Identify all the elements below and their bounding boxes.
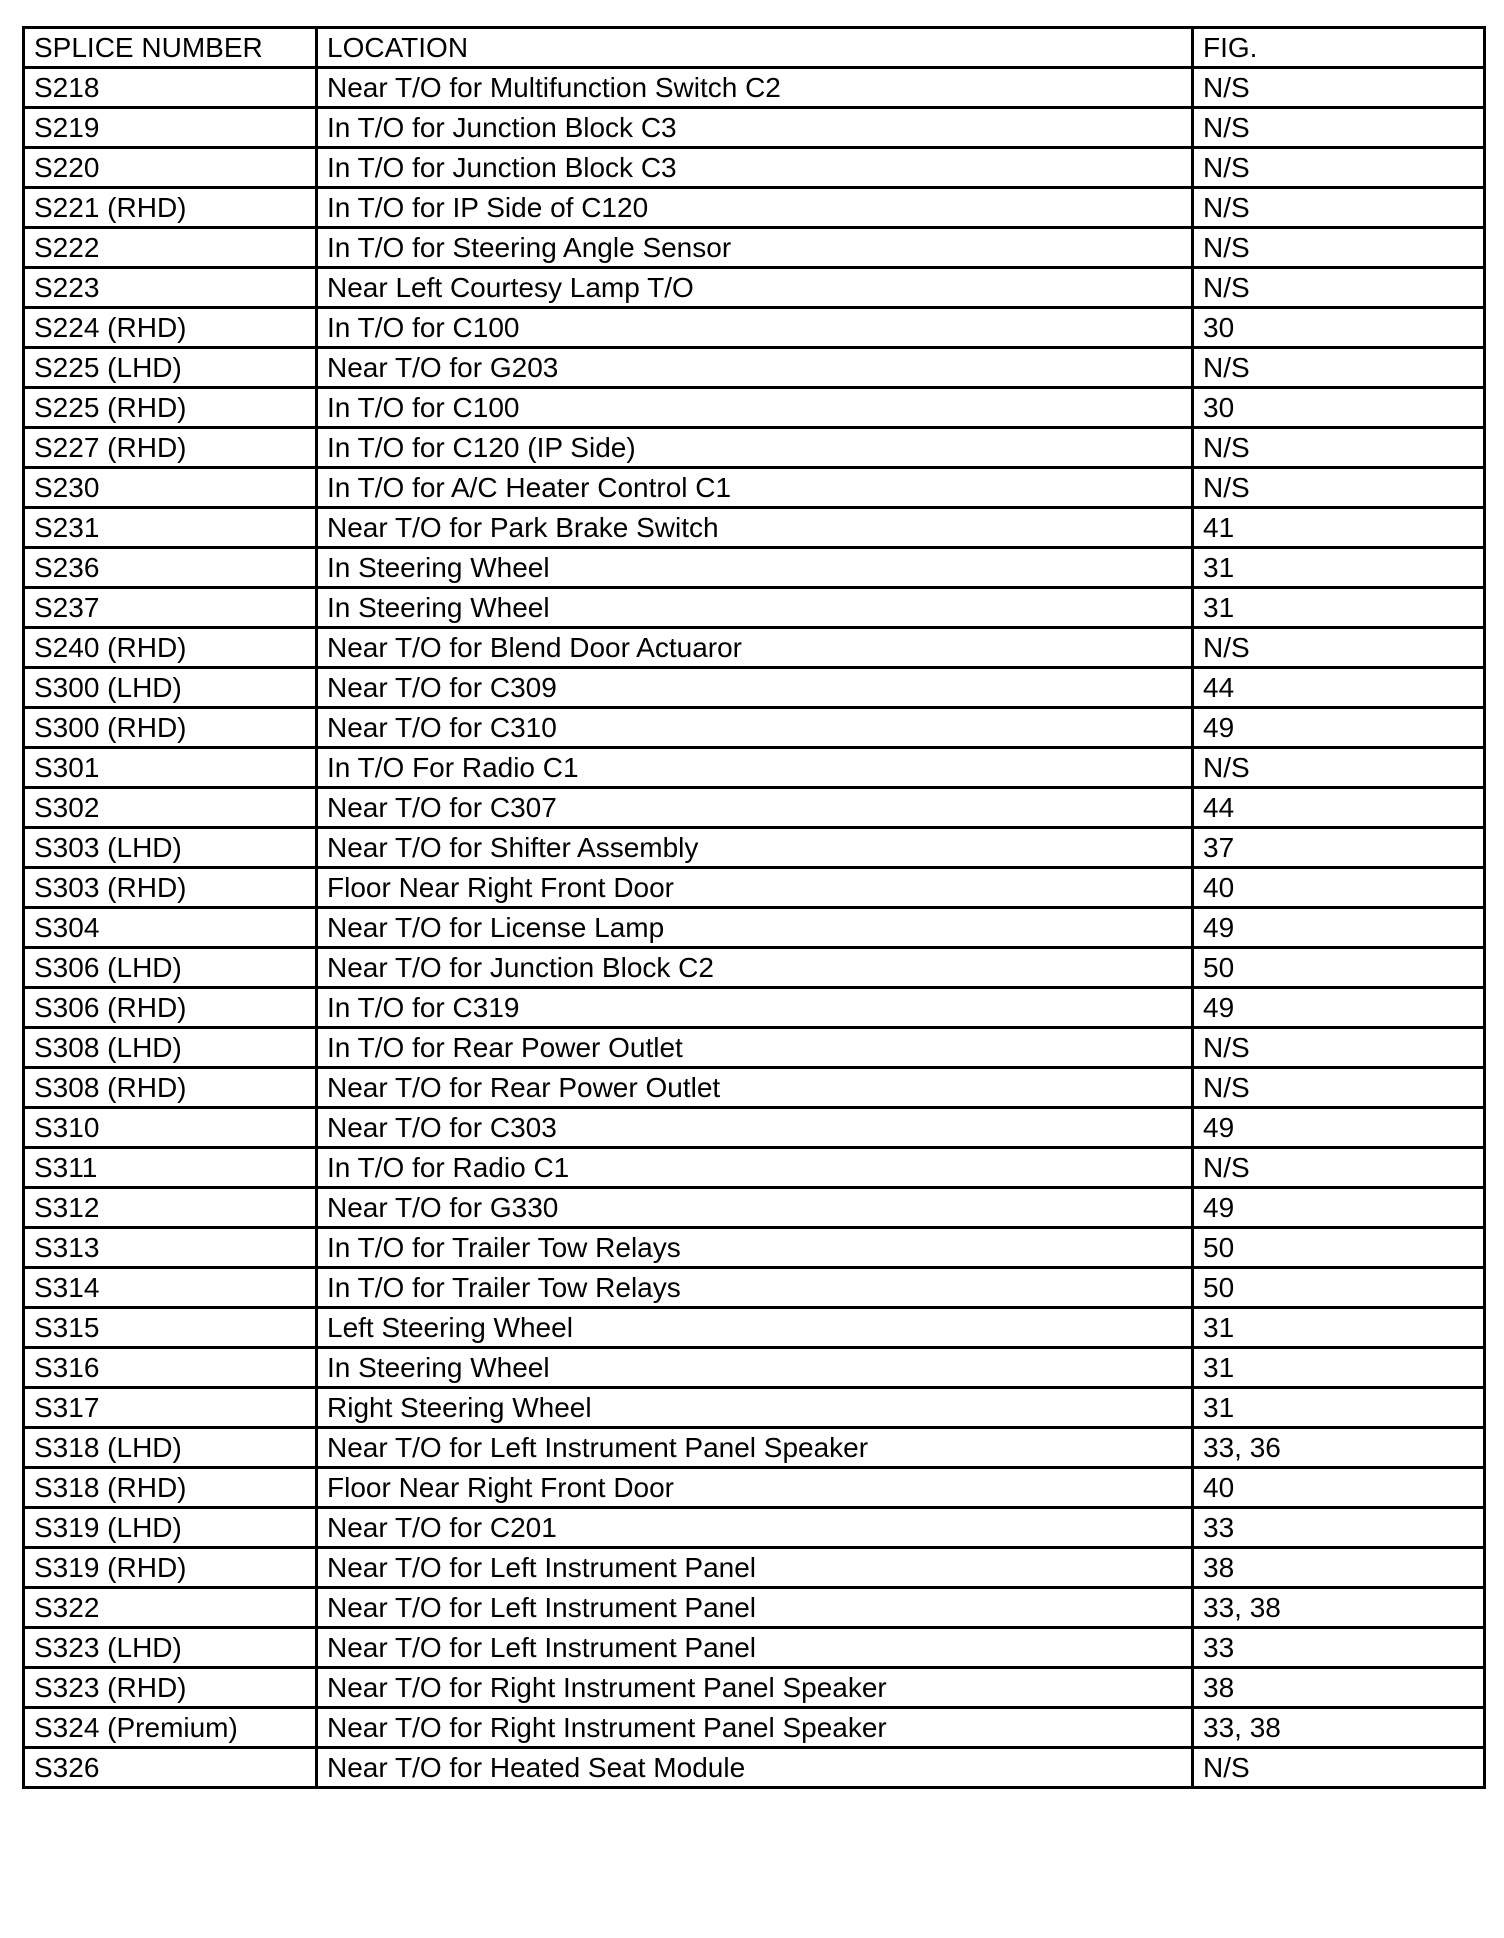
splice-number-cell: S317 [24,1388,317,1428]
fig-cell: N/S [1193,428,1485,468]
splice-number-cell: S223 [24,268,317,308]
fig-cell: 31 [1193,588,1485,628]
location-cell: Near T/O for Rear Power Outlet [317,1068,1193,1108]
splice-number-cell: S315 [24,1308,317,1348]
splice-number-cell: S322 [24,1588,317,1628]
table-row [24,1108,1485,1148]
location-cell: Right Steering Wheel [317,1388,1193,1428]
location-cell: Near T/O for Right Instrument Panel Speaker [317,1708,1193,1748]
splice-number-cell: S227 (RHD) [24,428,317,468]
location-cell: In T/O for C100 [317,388,1193,428]
fig-cell: 31 [1193,1348,1485,1388]
splice-number-cell: S303 (RHD) [24,868,317,908]
location-cell: Floor Near Right Front Door [317,1468,1193,1508]
location-cell: Near T/O for C309 [317,668,1193,708]
splice-number-cell: S304 [24,908,317,948]
location-cell: Near T/O for G330 [317,1188,1193,1228]
fig-cell: 37 [1193,828,1485,868]
location-cell: Near T/O for Junction Block C2 [317,948,1193,988]
splice-number-cell: S326 [24,1748,317,1788]
fig-cell: 49 [1193,1108,1485,1148]
splice-number-cell: S306 (LHD) [24,948,317,988]
table-row [24,228,1485,268]
table-row [24,948,1485,988]
splice-table [22,26,1486,1789]
table-row [24,668,1485,708]
table-row [24,1668,1485,1708]
table-row [24,428,1485,468]
fig-cell: N/S [1193,1148,1485,1188]
location-cell: Near T/O for Left Instrument Panel Speaker [317,1428,1193,1468]
location-cell: Near T/O for C310 [317,708,1193,748]
table-body [24,68,1485,1788]
location-cell: In T/O for Rear Power Outlet [317,1028,1193,1068]
table-row [24,548,1485,588]
location-cell: Near T/O for Left Instrument Panel [317,1548,1193,1588]
fig-cell: N/S [1193,748,1485,788]
header-row [24,28,1485,68]
location-cell: In Steering Wheel [317,1348,1193,1388]
location-cell: Near T/O for Blend Door Actuaror [317,628,1193,668]
location-cell: Floor Near Right Front Door [317,868,1193,908]
fig-cell: 49 [1193,908,1485,948]
table-row [24,308,1485,348]
splice-number-cell: S218 [24,68,317,108]
fig-cell: 30 [1193,388,1485,428]
table-row [24,1148,1485,1188]
location-cell: In T/O for Trailer Tow Relays [317,1268,1193,1308]
table-row [24,1548,1485,1588]
fig-cell: N/S [1193,148,1485,188]
splice-number-cell: S222 [24,228,317,268]
table-row [24,748,1485,788]
splice-number-cell: S319 (LHD) [24,1508,317,1548]
location-cell: Near T/O for C201 [317,1508,1193,1548]
table-row [24,508,1485,548]
fig-cell: 31 [1193,548,1485,588]
splice-number-cell: S219 [24,108,317,148]
table-row [24,1268,1485,1308]
splice-number-cell: S314 [24,1268,317,1308]
table-row [24,1068,1485,1108]
fig-cell: N/S [1193,1028,1485,1068]
location-cell: Near T/O for Park Brake Switch [317,508,1193,548]
location-cell: In T/O for C120 (IP Side) [317,428,1193,468]
splice-number-cell: S300 (LHD) [24,668,317,708]
splice-number-cell: S236 [24,548,317,588]
location-cell: Near T/O for License Lamp [317,908,1193,948]
splice-number-cell: S224 (RHD) [24,308,317,348]
location-cell: Near Left Courtesy Lamp T/O [317,268,1193,308]
fig-cell: 41 [1193,508,1485,548]
splice-number-cell: S302 [24,788,317,828]
table-row [24,348,1485,388]
fig-cell: 50 [1193,1228,1485,1268]
location-cell: In T/O for Junction Block C3 [317,108,1193,148]
table-row [24,1628,1485,1668]
table-row [24,1748,1485,1788]
fig-cell: 49 [1193,708,1485,748]
location-cell: Near T/O for Right Instrument Panel Speaker [317,1668,1193,1708]
splice-number-cell: S300 (RHD) [24,708,317,748]
fig-cell: 40 [1193,868,1485,908]
table-row [24,788,1485,828]
splice-number-cell: S312 [24,1188,317,1228]
location-cell: Near T/O for C307 [317,788,1193,828]
table-row [24,1588,1485,1628]
table-row [24,868,1485,908]
location-cell: In T/O for Radio C1 [317,1148,1193,1188]
header-splice-number: SPLICE NUMBER [24,28,317,68]
splice-number-cell: S240 (RHD) [24,628,317,668]
splice-number-cell: S225 (RHD) [24,388,317,428]
table-row [24,1428,1485,1468]
table-row [24,628,1485,668]
table-row [24,1228,1485,1268]
location-cell: Left Steering Wheel [317,1308,1193,1348]
fig-cell: 49 [1193,988,1485,1028]
fig-cell: N/S [1193,1748,1485,1788]
fig-cell: 40 [1193,1468,1485,1508]
table-row [24,988,1485,1028]
fig-cell: N/S [1193,268,1485,308]
location-cell: In Steering Wheel [317,588,1193,628]
table-row [24,68,1485,108]
table-row [24,188,1485,228]
fig-cell: 44 [1193,788,1485,828]
fig-cell: N/S [1193,348,1485,388]
location-cell: Near T/O for G203 [317,348,1193,388]
fig-cell: 33, 36 [1193,1428,1485,1468]
splice-number-cell: S221 (RHD) [24,188,317,228]
splice-number-cell: S301 [24,748,317,788]
fig-cell: N/S [1193,228,1485,268]
table-row [24,148,1485,188]
fig-cell: N/S [1193,108,1485,148]
location-cell: In T/O for A/C Heater Control C1 [317,468,1193,508]
fig-cell: 33, 38 [1193,1588,1485,1628]
splice-number-cell: S310 [24,1108,317,1148]
table-row [24,108,1485,148]
location-cell: In T/O For Radio C1 [317,748,1193,788]
fig-cell: 33 [1193,1628,1485,1668]
splice-number-cell: S225 (LHD) [24,348,317,388]
fig-cell: N/S [1193,468,1485,508]
fig-cell: 31 [1193,1388,1485,1428]
location-cell: Near T/O for Heated Seat Module [317,1748,1193,1788]
location-cell: Near T/O for C303 [317,1108,1193,1148]
splice-number-cell: S316 [24,1348,317,1388]
table-row [24,1388,1485,1428]
table-row [24,908,1485,948]
fig-cell: N/S [1193,188,1485,228]
location-cell: In T/O for Trailer Tow Relays [317,1228,1193,1268]
table-row [24,708,1485,748]
location-cell: Near T/O for Left Instrument Panel [317,1588,1193,1628]
fig-cell: N/S [1193,68,1485,108]
splice-number-cell: S308 (RHD) [24,1068,317,1108]
table-row [24,1468,1485,1508]
table-row [24,1708,1485,1748]
splice-number-cell: S230 [24,468,317,508]
splice-number-cell: S220 [24,148,317,188]
fig-cell: 33 [1193,1508,1485,1548]
location-cell: In T/O for C100 [317,308,1193,348]
fig-cell: N/S [1193,1068,1485,1108]
splice-number-cell: S324 (Premium) [24,1708,317,1748]
fig-cell: 38 [1193,1548,1485,1588]
header-location: LOCATION [317,28,1193,68]
location-cell: Near T/O for Shifter Assembly [317,828,1193,868]
fig-cell: 38 [1193,1668,1485,1708]
splice-number-cell: S237 [24,588,317,628]
location-cell: Near T/O for Multifunction Switch C2 [317,68,1193,108]
table-row [24,468,1485,508]
splice-number-cell: S318 (RHD) [24,1468,317,1508]
location-cell: In T/O for IP Side of C120 [317,188,1193,228]
fig-cell: 50 [1193,948,1485,988]
location-cell: In Steering Wheel [317,548,1193,588]
fig-cell: 33, 38 [1193,1708,1485,1748]
splice-number-cell: S308 (LHD) [24,1028,317,1068]
location-cell: In T/O for Junction Block C3 [317,148,1193,188]
splice-number-cell: S231 [24,508,317,548]
fig-cell: 44 [1193,668,1485,708]
table-row [24,1188,1485,1228]
splice-number-cell: S306 (RHD) [24,988,317,1028]
table-row [24,1508,1485,1548]
location-cell: In T/O for C319 [317,988,1193,1028]
table-row [24,268,1485,308]
table-row [24,1308,1485,1348]
fig-cell: 49 [1193,1188,1485,1228]
splice-number-cell: S319 (RHD) [24,1548,317,1588]
splice-number-cell: S303 (LHD) [24,828,317,868]
location-cell: Near T/O for Left Instrument Panel [317,1628,1193,1668]
fig-cell: 30 [1193,308,1485,348]
fig-cell: 31 [1193,1308,1485,1348]
splice-number-cell: S323 (RHD) [24,1668,317,1708]
table-row [24,588,1485,628]
splice-number-cell: S311 [24,1148,317,1188]
fig-cell: 50 [1193,1268,1485,1308]
table-row [24,1028,1485,1068]
table-row [24,1348,1485,1388]
table-row [24,388,1485,428]
splice-number-cell: S313 [24,1228,317,1268]
table-row [24,828,1485,868]
fig-cell: N/S [1193,628,1485,668]
splice-number-cell: S323 (LHD) [24,1628,317,1668]
splice-number-cell: S318 (LHD) [24,1428,317,1468]
location-cell: In T/O for Steering Angle Sensor [317,228,1193,268]
header-fig: FIG. [1193,28,1485,68]
